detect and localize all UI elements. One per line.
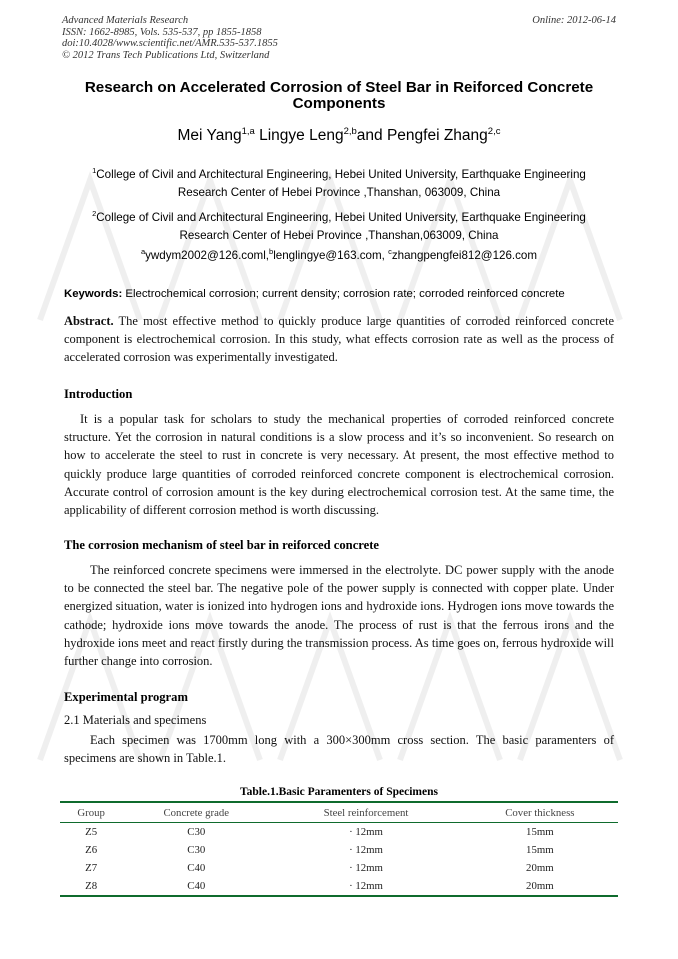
table-row [60,841,618,859]
table-cell: C30 [187,844,206,856]
abstract-text: The most effective method to quickly produce large quantities of corroded reinforced concrete component is electrochemical corrosion. In this study, what effects corrosion rate as well as the process of accelerated corrosion was experimentally investigated. [64,314,614,365]
table-cell: · 12mm [349,826,383,838]
journal-doi: doi:10.4028/www.scientific.net/AMR.535-537.1855 [62,38,278,50]
abstract [64,312,614,367]
keywords-label: Keywords: [64,288,123,300]
email-a[interactable]: ywdym2002@126.coml, [145,248,270,262]
specimen-table [60,801,618,897]
table-cell: 15mm [526,844,554,856]
author-3: and Pengfei Zhang [356,127,488,145]
online-date: Online: 2012-06-14 [532,15,616,26]
author-1: Mei Yang [177,127,242,145]
affiliation-1 [62,162,616,202]
abstract-label: Abstract. [64,314,114,328]
title-line-2: Components [292,94,386,112]
table-header-row [60,802,618,823]
journal-copyright: © 2012 Trans Tech Publications Ltd, Switzerland [62,49,270,61]
journal-name: Advanced Materials Research [62,15,189,26]
author-list [60,126,618,145]
affiliation-2-line-2: Research Center of Hebei Province ,Thanshan,063009, China [179,228,499,242]
table-cell: 20mm [526,862,554,874]
intro-heading: Introduction [64,387,133,401]
email-c[interactable]: zhangpengfei812@126.com [391,248,538,262]
affiliation-1-line-2: Research Center of Hebei Province ,Thanshan, 063009, China [177,185,501,199]
table-cell: Z7 [85,862,98,874]
author-emails [62,247,616,262]
header-cover-thickness: Cover thickness [462,802,618,823]
affiliation-1-num: 1 [92,166,97,175]
author-2-sup: 2,b [343,126,357,137]
table-row [60,877,618,896]
affiliation-2 [62,205,616,245]
table-caption: Table.1.Basic Paramenters of Specimens [240,786,438,798]
email-c-sup: c [388,247,392,256]
affiliation-2-num: 2 [92,209,97,218]
experimental-heading: Experimental program [64,690,188,704]
email-b[interactable]: lenglingye@163.com, [273,248,389,262]
header-concrete-grade: Concrete grade [122,802,270,823]
header-steel-reinforcement: Steel reinforcement [270,802,461,823]
table-row [60,823,618,842]
experimental-text: Each specimen was 1700mm long with a 300×300mm cross section. The basic paramenters of specimens are shown in Table.1. [64,733,614,766]
affiliation-2-line-1: College of Civil and Architectural Engineering, Hebei United University, Earthquake Engineering [96,210,586,224]
author-1-sup: 1,a [241,126,255,137]
author-3-sup: 2,c [487,126,501,137]
paper-title [60,80,618,111]
table-cell: C40 [187,862,206,874]
table-cell: 20mm [462,877,618,896]
table-row [60,859,618,877]
materials-subheading: 2.1 Materials and specimens [64,713,207,727]
table-cell: C30 [187,826,206,838]
affiliation-1-line-1: College of Civil and Architectural Engineering, Hebei United University, Earthquake Engineering [96,167,586,181]
table-cell: C40 [122,877,270,896]
title-line-1: Research on Accelerated Corrosion of Steel Bar in Reiforced Concrete [84,79,594,96]
mechanism-text: The reinforced concrete specimens were immersed in the electrolyte. DC power supply with the anode to be connected the steel bar. The negative pole of the power supply is connected with copper plate. Under energized situation, water is ionized into hydrogen ions and hydroxide ions. Hydrogen ions move towards the cathode; hydroxide ions move towards the anode. The process of rust is that the ferrous irons and the hydroxide ions meet and react firstly during the transmission process. As time goes on, ferrous hydroxide will further change into corrosion. [64,563,614,669]
mechanism-heading: The corrosion mechanism of steel bar in reiforced concrete [64,538,380,552]
journal-issn: ISSN: 1662-8985, Vols. 535-537, pp 1855-1858 [62,26,262,38]
table-cell: · 12mm [349,844,383,856]
table-cell: · 12mm [270,877,461,896]
keywords-text: Electrochemical corrosion; current density; corrosion rate; corroded reinforced concrete [122,288,565,300]
email-b-sup: b [269,247,274,256]
table-cell: Z8 [60,877,122,896]
header-group: Group [60,802,122,823]
table-cell: Z6 [85,844,98,856]
intro-text: It is a popular task for scholars to study the mechanical properties of corroded reinforced concrete structure. Yet the corrosion in natural conditions is a slow process and it’s so inconvenient. So research on how to accelerate the steel to rust in concrete is very necessary. At present, the most effective method to quickly produce large quantities of corroded reinforced concrete component is electrochemical corrosion. Accurate control of corrosion amount is the key during electrochemical corrosion test. At the same time, the applicability of different corrosion method is worth discussing. [64,412,614,518]
author-2: Lingye Leng [254,127,344,145]
table-cell: · 12mm [349,862,383,874]
keywords [64,288,624,300]
table-cell: Z5 [85,826,98,838]
table-cell: 15mm [526,826,554,838]
email-a-sup: a [140,247,146,256]
journal-header [62,15,278,61]
